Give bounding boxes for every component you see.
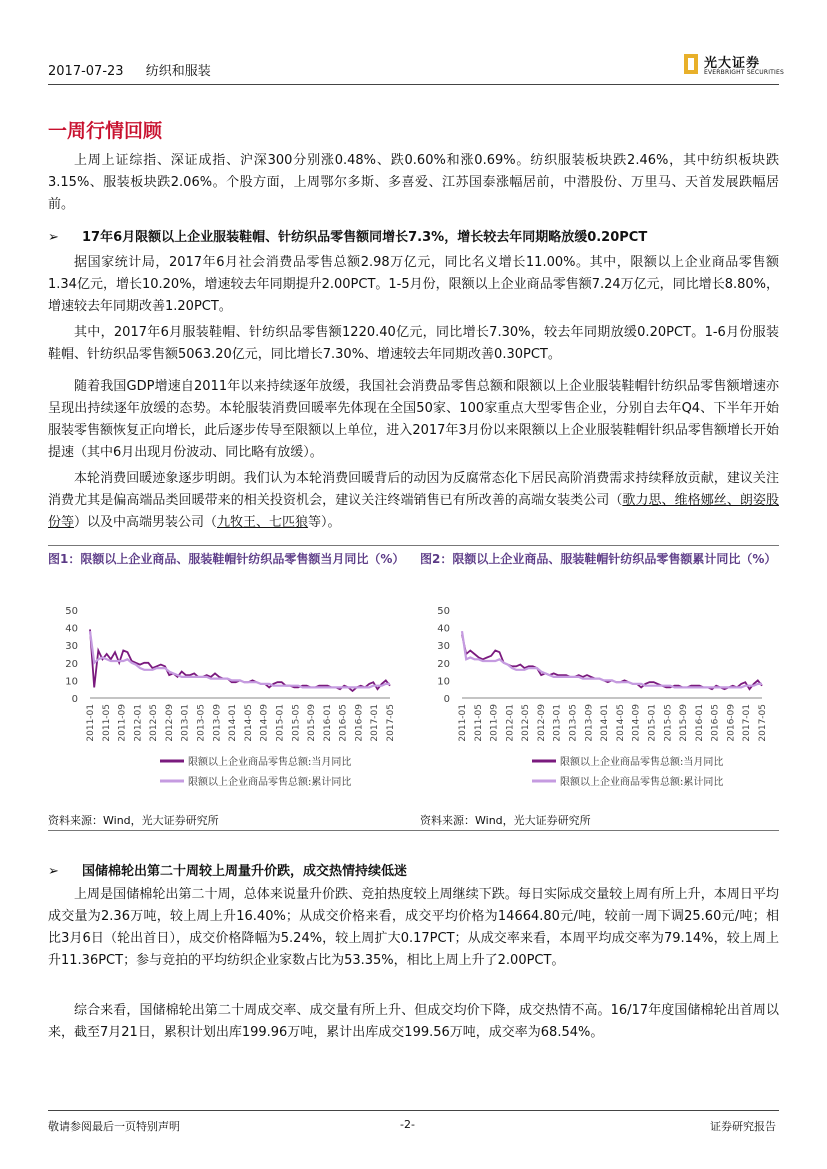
y-tick-label: 50 xyxy=(437,606,450,617)
brand-logo xyxy=(684,52,784,82)
x-tick-label: 2015-09 xyxy=(307,704,318,742)
y-tick-label: 10 xyxy=(437,676,450,688)
recommendation-text-b: ）以及中高端男装公司（ xyxy=(74,515,218,530)
x-tick-label: 2015-09 xyxy=(679,704,690,742)
x-tick-label: 2015-05 xyxy=(663,704,674,742)
recommendation-text-c: 等）。 xyxy=(308,515,341,530)
x-tick-label: 2012-05 xyxy=(149,704,160,742)
y-tick-label: 0 xyxy=(71,694,78,705)
y-tick-label: 40 xyxy=(65,623,78,635)
recommendation-link-menswear[interactable]: 九牧王、七匹狼 xyxy=(217,515,309,530)
x-tick-label: 2016-09 xyxy=(354,704,365,742)
y-tick-label: 30 xyxy=(65,641,78,653)
x-tick-label: 2013-01 xyxy=(552,704,563,742)
x-tick-label: 2017-01 xyxy=(742,704,753,742)
paragraph-recommendation xyxy=(48,468,779,534)
figure-2-source: 资料来源：Wind，光大证券研究所 xyxy=(420,814,591,827)
recommendation-text-a: 本轮消费回暖迹象逐步明朗。我们认为本轮消费回暖背后的动因为反腐常态化下居民高阶消费需求持续释放贡献，建议关注消费尤其是偏高端品类回暖带来的相关投资机会，建议关注终端销售已有所改善的高端女装类公司（ xyxy=(48,471,779,508)
x-tick-label: 2011-05 xyxy=(101,704,112,742)
recommendation-link-womenswear[interactable]: 歌力思、维格娜丝、朗姿股份等 xyxy=(48,493,779,530)
y-tick-label: 20 xyxy=(65,658,78,670)
chart-cumulative-yoy xyxy=(420,598,780,803)
x-tick-label: 2013-09 xyxy=(212,704,223,742)
x-tick-label: 2014-05 xyxy=(615,704,626,742)
y-tick-label: 30 xyxy=(437,641,450,653)
x-tick-label: 2012-01 xyxy=(133,704,144,742)
bullet-retail xyxy=(48,226,779,245)
y-tick-label: 40 xyxy=(437,623,450,635)
footer-rule xyxy=(48,1110,779,1111)
x-tick-label: 2011-09 xyxy=(117,704,128,742)
x-tick-label: 2013-05 xyxy=(196,704,207,742)
x-tick-label: 2012-05 xyxy=(521,704,532,742)
report-industry: 纺织和服装 xyxy=(145,64,211,79)
x-tick-label: 2016-01 xyxy=(322,704,333,742)
section-title: 一周行情回顾 xyxy=(48,120,163,142)
x-tick-label: 2016-01 xyxy=(694,704,705,742)
x-tick-label: 2013-09 xyxy=(584,704,595,742)
x-tick-label: 2016-05 xyxy=(338,704,349,742)
footer-disclaimer: 敬请参阅最后一页特别声明 xyxy=(48,1120,180,1133)
chart-monthly-yoy xyxy=(48,598,410,803)
brand-logo-icon xyxy=(684,54,698,74)
y-tick-label: 0 xyxy=(443,694,450,705)
x-tick-label: 2012-09 xyxy=(536,704,547,742)
x-tick-label: 2011-01 xyxy=(86,704,96,742)
figure-top-rule xyxy=(48,545,779,546)
x-tick-label: 2016-09 xyxy=(726,704,737,742)
x-tick-label: 2015-05 xyxy=(291,704,302,742)
x-tick-label: 2014-09 xyxy=(259,704,270,742)
x-tick-label: 2011-05 xyxy=(473,704,484,742)
y-tick-label: 10 xyxy=(65,676,78,688)
figure-1-source: 资料来源：Wind，光大证券研究所 xyxy=(48,814,219,827)
paragraph-gdp-trend: 随着我国GDP增速自2011年以来持续逐年放缓，我国社会消费品零售总额和限额以上企业服装鞋帽针纺织品零售额增速亦呈现出持续逐年放缓的态势。本轮服装消费回暖率先体现在全国50家、100家重点大型零售企业，分别自去年Q4、下半年开始服装零售额恢复正向增长，此后逐步传导至限额以上单位，进入2017年3月份以来限额以上企业服装鞋帽针织品零售额增长开始提速（其中6月出现月份波动、同比略有放缓）。 xyxy=(48,379,779,460)
footer-page-number: -2- xyxy=(400,1118,415,1131)
x-tick-label: 2014-05 xyxy=(243,704,254,742)
report-date: 2017-07-23 xyxy=(48,64,124,79)
footer-report-type: 证券研究报告 xyxy=(710,1120,776,1133)
figure-bottom-rule xyxy=(48,830,779,831)
paragraph-apparel-stats: 其中，2017年6月服装鞋帽、针纺织品零售额1220.40亿元，同比增长7.30%，较去年同期放缓0.20PCT。1-6月份服装鞋帽、针纺织品零售额5063.20亿元，同比增长7.30%、增速较去年同期改善0.30PCT。 xyxy=(48,325,779,362)
x-tick-label: 2015-01 xyxy=(275,704,286,742)
figure-2-title: 图2：限额以上企业商品、服装鞋帽针纺织品零售额累计同比（%） xyxy=(420,552,777,566)
x-tick-label: 2013-05 xyxy=(568,704,579,742)
x-tick-label: 2016-05 xyxy=(710,704,721,742)
legend-label-2: 限额以上企业商品零售总额:累计同比 xyxy=(188,777,352,788)
series-line-2 xyxy=(462,631,762,687)
x-tick-label: 2011-01 xyxy=(458,704,468,742)
bullet-arrow-icon: ➢ xyxy=(48,864,59,879)
bullet-cotton-text: 国储棉轮出第二十周较上周量升价跌，成交热情持续低迷 xyxy=(82,864,408,879)
bullet-cotton xyxy=(48,860,779,879)
bullet-arrow-icon: ➢ xyxy=(48,230,59,245)
bullet-retail-text: 17年6月限额以上企业服装鞋帽、针纺织品零售额同增长7.3%，增长较去年同期略放缓0.20PCT xyxy=(82,230,648,245)
x-tick-label: 2017-05 xyxy=(386,704,396,742)
header-rule xyxy=(48,84,779,85)
x-tick-label: 2013-01 xyxy=(180,704,191,742)
x-tick-label: 2011-09 xyxy=(489,704,500,742)
x-tick-label: 2012-09 xyxy=(164,704,175,742)
figure-1-title: 图1：限额以上企业商品、服装鞋帽针纺织品零售额当月同比（%） xyxy=(48,552,405,566)
x-tick-label: 2015-01 xyxy=(647,704,658,742)
y-tick-label: 20 xyxy=(437,658,450,670)
series-line-1 xyxy=(90,629,390,691)
legend-label-1: 限额以上企业商品零售总额:当月同比 xyxy=(560,757,724,768)
x-tick-label: 2014-09 xyxy=(631,704,642,742)
x-tick-label: 2014-01 xyxy=(600,704,611,742)
x-tick-label: 2017-01 xyxy=(370,704,381,742)
y-tick-label: 50 xyxy=(65,606,78,617)
paragraph-retail-stats: 据国家统计局，2017年6月社会消费品零售总额2.98万亿元，同比名义增长11.00%。其中，限额以上企业商品零售额1.34亿元，增长10.20%，增速较去年同期提升2.00PCT。1-5月份，限额以上企业商品零售额7.24万亿元，同比增长8.80%，增速较去年同期改善1.20PCT。 xyxy=(48,255,779,314)
brand-name-cn: 光大证券 xyxy=(704,56,761,71)
legend-label-1: 限额以上企业商品零售总额:当月同比 xyxy=(188,757,352,768)
report-header xyxy=(48,60,229,79)
x-tick-label: 2012-01 xyxy=(505,704,516,742)
paragraph-market-review: 上周上证综指、深证成指、沪深300分别涨0.48%、跌0.60%和涨0.69%。纺织服装板块跌2.46%，其中纺织板块跌3.15%、服装板块跌2.06%。个股方面，上周鄂尔多斯、多喜爱、江苏国泰涨幅居前，中潜股份、万里马、天首发展跌幅居前。 xyxy=(48,153,779,212)
legend-label-2: 限额以上企业商品零售总额:累计同比 xyxy=(560,777,724,788)
series-line-2 xyxy=(90,631,390,687)
brand-name-en: EVERBRIGHT SECURITIES xyxy=(704,69,784,76)
x-tick-label: 2017-05 xyxy=(758,704,768,742)
paragraph-cotton-summary: 综合来看，国储棉轮出第二十周成交率、成交量有所上升、但成交均价下降，成交热情不高。16/17年度国储棉轮出首周以来，截至7月21日，累积计划出库199.96万吨，累计出库成交199.56万吨，成交率为68.54%。 xyxy=(48,1003,779,1040)
paragraph-cotton-auction: 上周是国储棉轮出第二十周，总体来说量升价跌、竞拍热度较上周继续下跌。每日实际成交量较上周有所上升，本周日平均成交量为2.36万吨，较上周上升16.40%；从成交价格来看，成交平均价格为14664.80元/吨，较前一周下调25.60元/吨；相比3月6日（轮出首日），成交价格降幅为5.24%，较上周扩大0.17PCT；从成交率来看，本周平均成交率为79.14%，较上周上升11.36PCT；参与竞拍的平均纺织企业家数占比为53.35%，相比上周上升了2.00PCT。 xyxy=(48,887,779,968)
x-tick-label: 2014-01 xyxy=(228,704,239,742)
